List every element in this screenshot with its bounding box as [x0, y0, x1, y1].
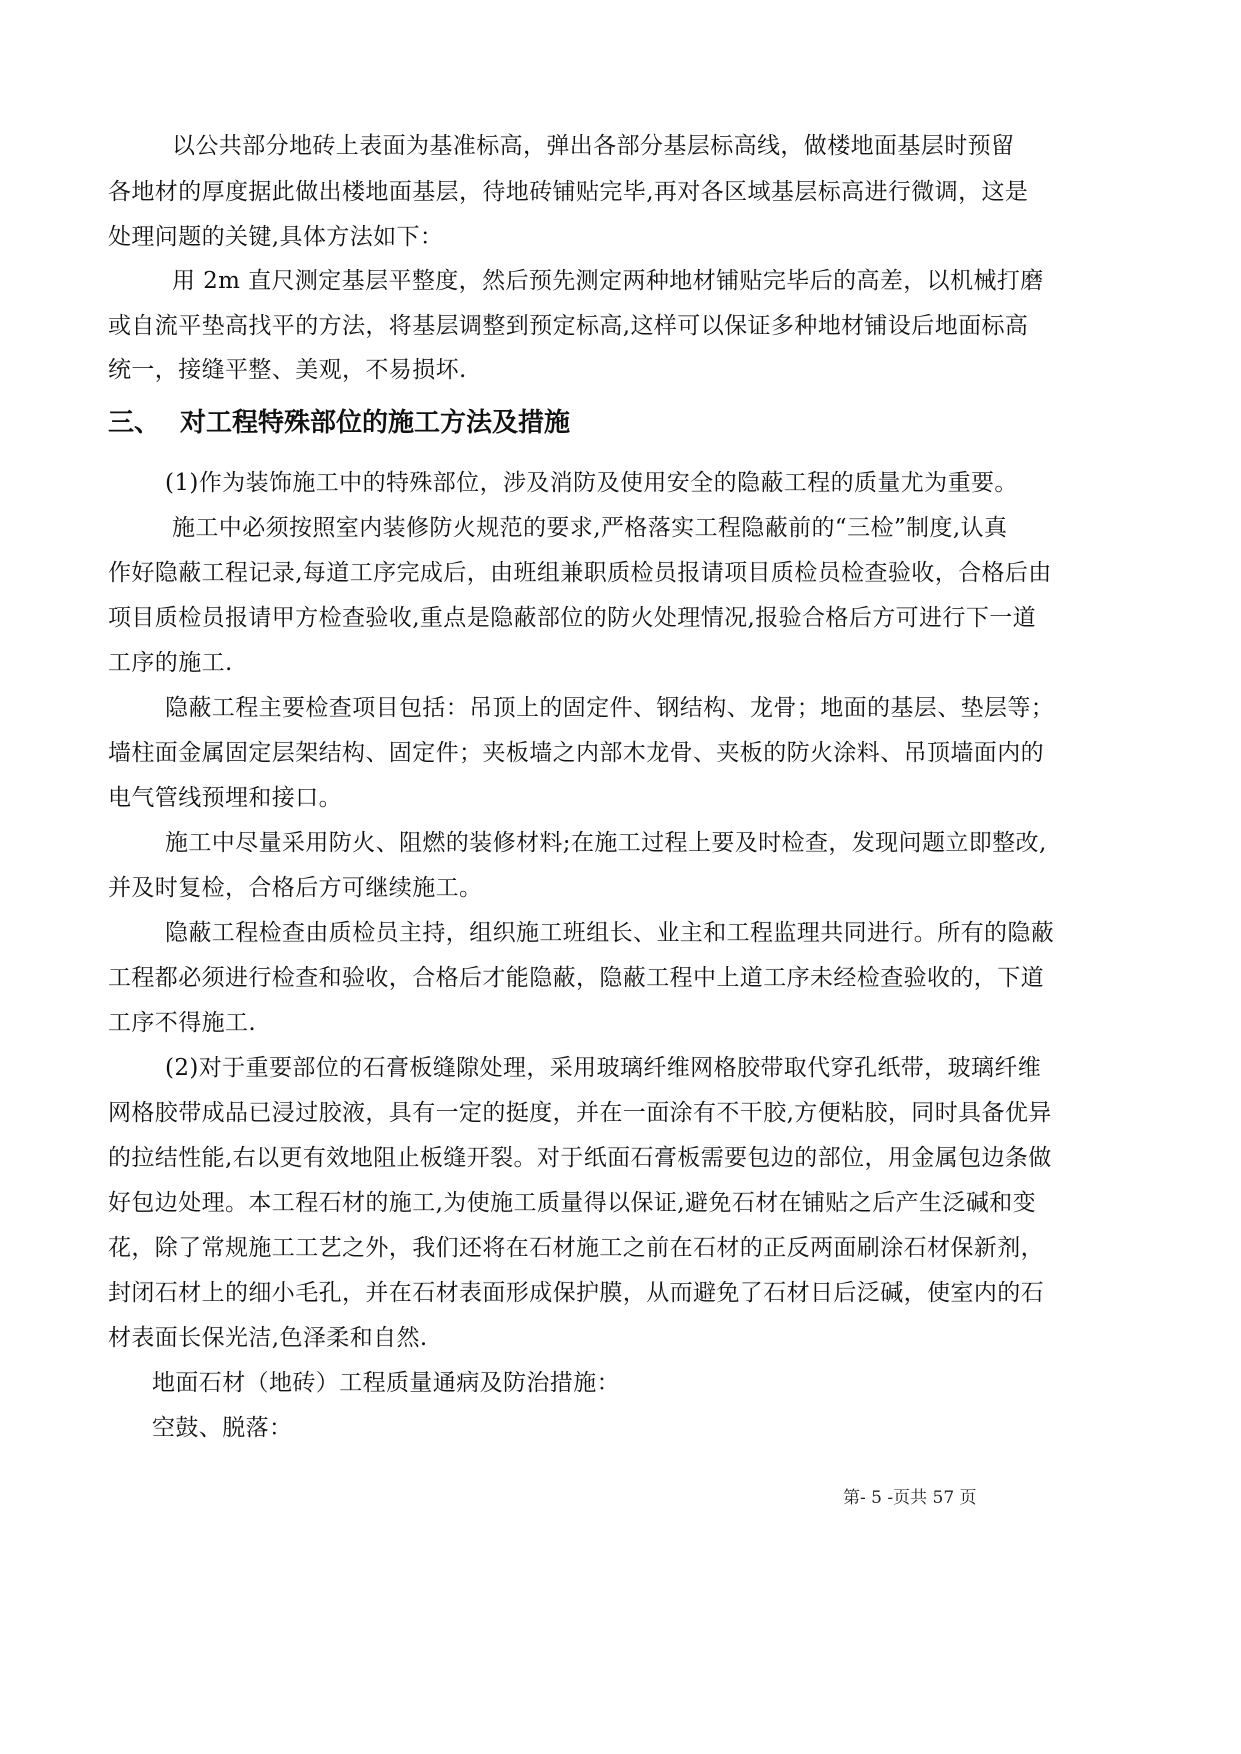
paragraph-6-line-2: 并及时复检，合格后方可继续施工。	[108, 875, 483, 901]
paragraph-6-line-1: 施工中尽量采用防火、阻燃的装修材料;在施工过程上要及时检查，发现问题立即整改,	[165, 830, 1047, 856]
paragraph-9-line-1: 地面石材（地砖）工程质量通病及防治措施：	[152, 1370, 620, 1396]
paragraph-1-line-2: 各地材的厚度据此做出楼地面基层，待地砖铺贴完毕,再对各区域基层标高进行微调，这是	[108, 179, 1029, 205]
paragraph-4-line-3: 项目质检员报请甲方检查验收,重点是隐蔽部位的防火处理情况,报验合格后方可进行下一道	[108, 605, 1037, 631]
section-heading	[108, 406, 570, 440]
paragraph-2-line-3: 统一，接缝平整、美观，不易损坏.	[108, 357, 467, 383]
paragraph-5-line-2: 墙柱面金属固定层架结构、固定件；夹板墙之内部木龙骨、夹板的防火涂料、吊顶墙面内的	[108, 740, 1044, 766]
paragraph-5-line-1: 隐蔽工程主要检查项目包括：吊顶上的固定件、钢结构、龙骨；地面的基层、垫层等；	[165, 695, 1055, 721]
paragraph-7-line-1: 隐蔽工程检查由质检员主持，组织施工班组长、业主和工程监理共同进行。所有的隐蔽	[165, 920, 1055, 946]
paragraph-7-line-2: 工程都必须进行检查和验收，合格后才能隐蔽，隐蔽工程中上道工序未经检查验收的，下道	[108, 965, 1044, 991]
paragraph-8-line-1: (2)对于重要部位的石膏板缝隙处理，采用玻璃纤维网格胶带取代穿孔纸带，玻璃纤维	[165, 1055, 1042, 1081]
paragraph-8-line-4: 好包边处理。本工程石材的施工,为使施工质量得以保证,避免石材在铺贴之后产生泛碱和变	[108, 1190, 1037, 1216]
paragraph-2-line-2: 或自流平垫高找平的方法，将基层调整到预定标高,这样可以保证多种地材铺设后地面标高	[108, 313, 1029, 339]
page-number-footer: 第- 5 -页共 57 页	[843, 1488, 977, 1508]
paragraph-10-line-1: 空鼓、脱落：	[152, 1415, 293, 1441]
paragraph-3-line-1: (1)作为装饰施工中的特殊部位，涉及消防及使用安全的隐蔽工程的质量尤为重要。	[165, 470, 1018, 496]
paragraph-8-line-3: 的拉结性能,右以更有效地阻止板缝开裂。对于纸面石膏板需要包边的部位，用金属包边条做	[108, 1145, 1052, 1171]
paragraph-8-line-6: 封闭石材上的细小毛孔，并在石材表面形成保护膜，从而避免了石材日后泛碱，使室内的石	[108, 1280, 1044, 1306]
paragraph-4-line-4: 工序的施工.	[108, 650, 233, 676]
paragraph-1-line-1: 以公共部分地砖上表面为基准标高，弹出各部分基层标高线，做楼地面基层时预留	[172, 133, 1015, 159]
paragraph-7-line-3: 工序不得施工.	[108, 1010, 257, 1036]
paragraph-8-line-5: 花，除了常规施工工艺之外，我们还将在石材施工之前在石材的正反两面刷涂石材保新剂，	[108, 1235, 1044, 1261]
paragraph-5-line-3: 电气管线预埋和接口。	[108, 785, 342, 811]
paragraph-2-line-1: 用 2m 直尺测定基层平整度，然后预先测定两种地材铺贴完毕后的高差，以机械打磨	[172, 268, 1044, 294]
section-heading-title: 对工程特殊部位的施工方法及措施	[180, 408, 571, 438]
paragraph-8-line-7: 材表面长保光洁,色泽柔和自然.	[108, 1325, 428, 1351]
paragraph-4-line-1: 施工中必须按照室内装修防火规范的要求,严格落实工程隐蔽前的“三检”制度,认真	[172, 515, 1008, 541]
paragraph-8-line-2: 网格胶带成品已浸过胶液，具有一定的挺度，并在一面涂有不干胶,方便粘胶，同时具备优异	[108, 1100, 1052, 1126]
section-heading-number: 三、	[108, 408, 161, 438]
paragraph-1-line-3: 处理问题的关键,具体方法如下：	[108, 224, 444, 250]
paragraph-4-line-2: 作好隐蔽工程记录,每道工序完成后，由班组兼职质检员报请项目质检员检查验收，合格后由	[108, 560, 1052, 586]
